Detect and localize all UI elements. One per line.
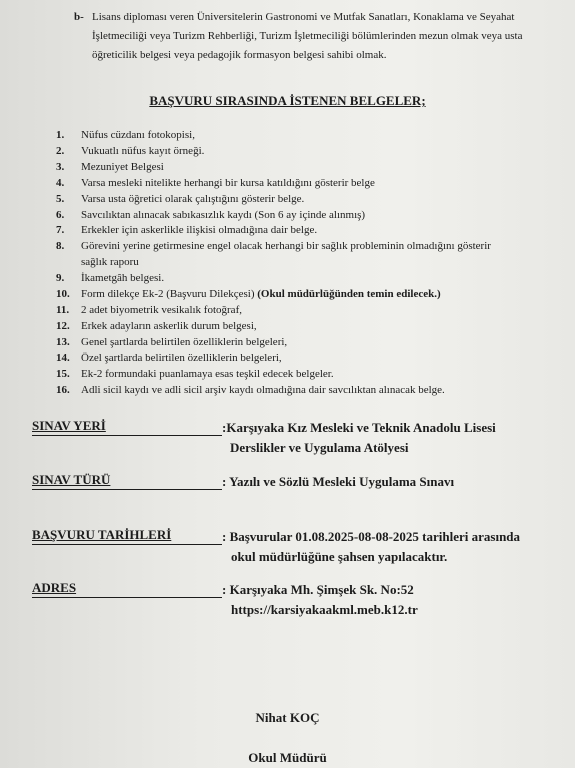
item-number: 2. bbox=[56, 144, 65, 157]
item-number: 6. bbox=[56, 208, 65, 221]
list-item bbox=[56, 351, 561, 367]
requirement-item-b bbox=[74, 8, 566, 65]
list-item bbox=[56, 383, 561, 399]
item-marker: b- bbox=[74, 11, 84, 23]
item-number: 14. bbox=[56, 351, 70, 364]
item-b-line: öğreticilik belgesi veya pedagojik formasyon belgesi sahibi olmak. bbox=[92, 49, 387, 61]
item-number: 9. bbox=[56, 272, 65, 285]
item-text: Erkek adayların askerlik durum belgesi, bbox=[81, 319, 257, 332]
list-item bbox=[56, 271, 561, 287]
item-text: Form dilekçe Ek-2 (Başvuru Dilekçesi) bbox=[81, 288, 255, 301]
item-number: 5. bbox=[56, 192, 65, 205]
item-number: 10. bbox=[56, 288, 70, 301]
list-item bbox=[56, 287, 561, 303]
item-number: 7. bbox=[56, 224, 65, 237]
item-text: Varsa usta öğretici olarak çalıştığını gösterir belge. bbox=[81, 192, 305, 205]
school-website-link: https://karsiyakaakml.meb.k12.tr bbox=[231, 602, 418, 617]
required-documents-list bbox=[56, 128, 561, 398]
item-text: Erkekler için askerlikle ilişkisi olmadığına dair belge. bbox=[81, 224, 318, 237]
list-item bbox=[56, 160, 561, 176]
item-text: Vukuatlı nüfus kayıt örneği. bbox=[81, 144, 205, 157]
list-item bbox=[56, 319, 561, 335]
item-text: 2 adet biyometrik vesikalık fotoğraf, bbox=[81, 303, 242, 316]
item-text: İkametgâh belgesi. bbox=[81, 272, 165, 285]
item-number: 4. bbox=[56, 176, 65, 189]
item-text-continued: sağlık raporu bbox=[81, 256, 139, 269]
signatory-title: Okul Müdürü bbox=[248, 750, 327, 765]
item-text: Savcılıktan alınacak sabıkasızlık kaydı (Son 6 ay içinde alınmış) bbox=[81, 208, 366, 221]
item-number: 12. bbox=[56, 319, 70, 332]
application-dates-label: BAŞVURU TARİHLERİ bbox=[32, 527, 222, 545]
exam-place-value: :Karşıyaka Kız Mesleki ve Teknik Anadolu Lisesi bbox=[222, 420, 496, 435]
item-number: 1. bbox=[56, 129, 65, 141]
signatory-name: Nihat KOÇ bbox=[255, 710, 320, 725]
item-number: 16. bbox=[56, 383, 70, 396]
item-text: Genel şartlarda belirtilen özelliklerin belgeleri, bbox=[81, 335, 288, 348]
list-item bbox=[56, 176, 561, 192]
item-bold-note: (Okul müdürlüğünden temin edilecek.) bbox=[257, 288, 441, 301]
item-b-line: İşletmeciliği veya Turizm Rehberliği, Turizm İşletmeciliği bölümlerinden mezun olmak veya usta bbox=[92, 30, 523, 42]
application-dates-value: : Başvurular 01.08.2025-08-08-2025 tarihleri arasında bbox=[222, 529, 521, 544]
exam-place-label: SINAV YERİ bbox=[32, 418, 222, 436]
item-number: 3. bbox=[56, 160, 65, 173]
list-item bbox=[56, 223, 561, 239]
exam-place-value-continued: Derslikler ve Uygulama Atölyesi bbox=[230, 440, 409, 455]
item-text: Özel şartlarda belirtilen özelliklerin belgeleri, bbox=[81, 351, 282, 364]
list-item bbox=[56, 144, 561, 160]
list-item bbox=[56, 303, 561, 319]
exam-type-label: SINAV TÜRÜ bbox=[32, 472, 222, 490]
item-text: Varsa mesleki nitelikte herhangi bir kursa katıldığını gösterir belge bbox=[81, 176, 375, 189]
item-number: 8. bbox=[56, 240, 65, 253]
item-number: 15. bbox=[56, 367, 70, 380]
item-text: Adli sicil kaydı ve adli sicil arşiv kaydı olmadığına dair savcılıktan alınacak belge. bbox=[81, 383, 445, 396]
list-item bbox=[56, 367, 561, 383]
list-item bbox=[56, 335, 561, 351]
item-b-line: Lisans diploması veren Üniversitelerin Gastronomi ve Mutfak Sanatları, Konaklama ve Seyahat bbox=[92, 11, 515, 23]
address-value: : Karşıyaka Mh. Şimşek Sk. No:52 bbox=[222, 582, 414, 597]
list-item bbox=[56, 192, 561, 208]
required-documents-heading: BAŞVURU SIRASINDA İSTENEN BELGELER; bbox=[149, 93, 426, 108]
item-number: 11. bbox=[56, 303, 70, 316]
list-item bbox=[56, 208, 561, 224]
item-number: 13. bbox=[56, 335, 70, 348]
list-item bbox=[56, 239, 561, 271]
item-text: Nüfus cüzdanı fotokopisi, bbox=[81, 129, 195, 141]
item-text: Ek-2 formundaki puanlamaya esas teşkil edecek belgeler. bbox=[81, 367, 334, 380]
address-label: ADRES bbox=[32, 580, 222, 598]
exam-type-value: : Yazılı ve Sözlü Mesleki Uygulama Sınavı bbox=[222, 474, 455, 489]
item-text: Mezuniyet Belgesi bbox=[81, 160, 164, 173]
application-dates-value-continued: okul müdürlüğüne şahsen yapılacaktır. bbox=[231, 549, 448, 564]
list-item bbox=[56, 128, 561, 144]
item-text: Görevini yerine getirmesine engel olacak herhangi bir sağlık probleminin olmadığını gösterir bbox=[81, 240, 491, 253]
